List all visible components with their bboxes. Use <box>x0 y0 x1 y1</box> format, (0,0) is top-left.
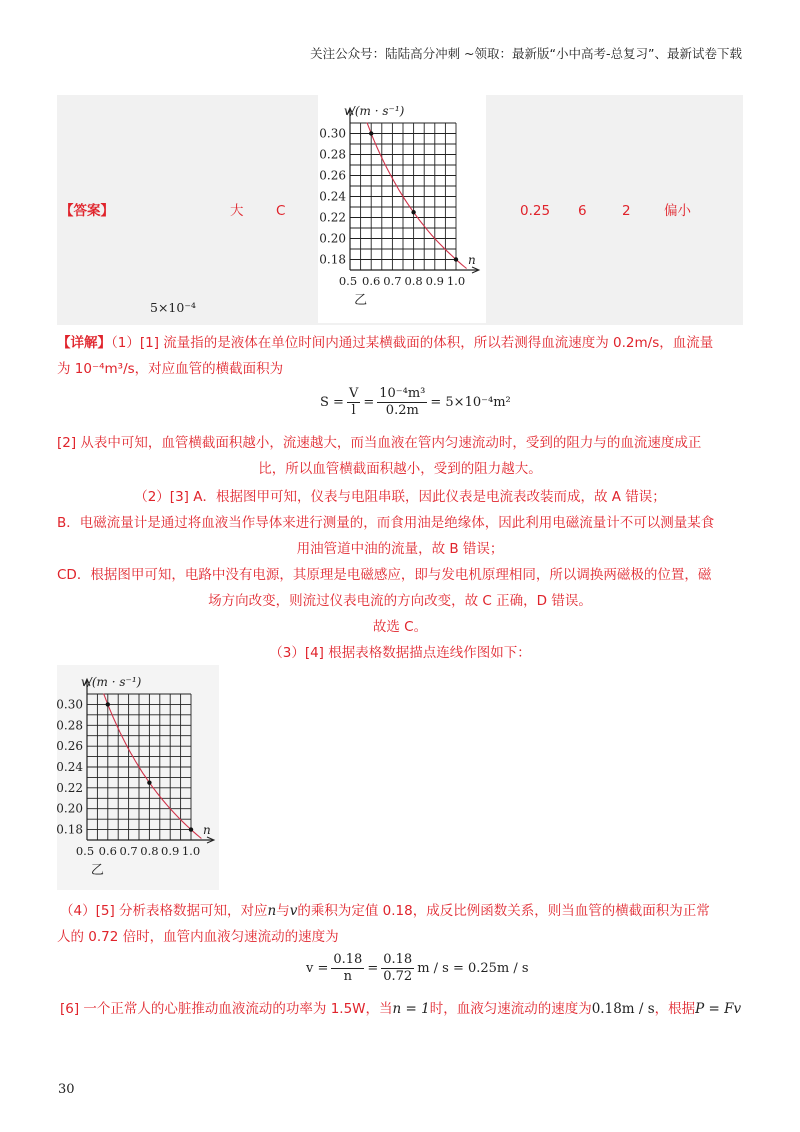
y-tick-label: 0.22 <box>57 780 83 795</box>
answer-6: 偏小 <box>664 203 691 219</box>
data-point <box>189 827 193 831</box>
y-tick-label: 0.26 <box>57 739 83 754</box>
equation-1: S = $\frac{V}{l}$ = $\frac{\text{10⁻⁴m³}}{0.2m}$ = 5×10⁻⁴m² <box>320 386 511 418</box>
detail-label: 【详解】 <box>57 335 111 351</box>
y-tick-label: 0.20 <box>319 231 346 246</box>
y-tick-label: 0.30 <box>319 126 346 141</box>
p9-math-3: P = Fv <box>695 1001 742 1017</box>
x-tick-label: 1.0 <box>181 844 201 858</box>
p9-text-1: [6] 一个正常人的心脏推动血液流动的功率为 1.5W，当 <box>60 1001 393 1017</box>
y-tick-label: 0.24 <box>319 189 346 204</box>
detail-p3: （2）[3] A．根据图甲可知，仪表与电阻串联，因此仪表是电流表改装而成，故 A 错误； <box>134 489 666 505</box>
eq2-rhs: m / s = 0.25m / s <box>417 961 529 976</box>
x-tick-label: 0.6 <box>362 274 381 288</box>
detail-p5b: 场方向改变，则流过仪表电流的方向改变，故 C 正确，D 错误。 <box>208 593 592 609</box>
detail-p2b: 比，所以血管横截面积越小，受到的阻力越大。 <box>258 461 542 477</box>
eq1-rhs: = 5×10⁻⁴m² <box>430 395 511 410</box>
x-axis-label: n <box>468 253 476 267</box>
data-point <box>411 210 415 214</box>
detail-p1b: 为 10⁻⁴m³/s，对应血管的横截面积为 <box>57 361 284 377</box>
eq1-f1-den: l <box>351 403 356 418</box>
chart-2-svg <box>57 665 219 890</box>
data-point <box>369 131 373 135</box>
detail-p9 <box>60 996 741 1022</box>
answer-5: 2 <box>622 203 631 219</box>
p9-math-2: 0.18m / s <box>591 1001 655 1017</box>
detail-p8a <box>60 898 710 924</box>
y-tick-label: 0.18 <box>319 252 346 267</box>
answer-7: 5×10⁻⁴ <box>150 300 196 315</box>
eq2-f1-den: n <box>343 969 353 984</box>
data-point <box>106 702 110 706</box>
x-tick-label: 0.9 <box>425 274 444 288</box>
detail-p7: （3）[4] 根据表格数据描点连线作图如下： <box>269 645 531 661</box>
x-tick-label: 0.5 <box>338 274 358 288</box>
p9-text-2: 时，血液匀速流动的速度为 <box>429 1001 592 1017</box>
page-header: 关注公众号：陆陆高分冲刺 ~领取：最新版“小中高考-总复习”、最新试卷下载 <box>310 46 742 61</box>
chart-title: 乙 <box>90 863 104 878</box>
eq2-f2-den: 0.72 <box>383 969 413 984</box>
equation-2: v = $\frac{0.18}{n}$ = $\frac{0.18}{0.72}$ m / s = 0.25m / s <box>306 952 529 984</box>
p8a-text-3: 的乘积为定值 0.18，成反比例函数关系，则当血管的横截面积为正常 <box>297 903 710 919</box>
chart-2 <box>57 665 219 890</box>
x-tick-label: 0.9 <box>161 844 180 858</box>
chart-1 <box>318 95 486 323</box>
detail-p1a: （1）[1] 流量指的是液体在单位时间内通过某横截面的体积，所以若测得血流速度为 0.2m/s，血流量 <box>111 335 714 351</box>
x-tick-label: 0.7 <box>119 844 138 858</box>
eq1-f2-num: 10⁻⁴m³ <box>379 386 426 401</box>
y-tick-label: 0.30 <box>57 697 83 712</box>
detail-p6: 故选 C。 <box>372 619 428 635</box>
x-tick-label: 0.8 <box>140 844 159 858</box>
x-tick-label: 1.0 <box>446 274 466 288</box>
y-tick-label: 0.18 <box>57 822 83 837</box>
eq2-f1-num: 0.18 <box>333 952 363 967</box>
detail-p4a: B．电磁流量计是通过将血液当作导体来进行测量的，而食用油是绝缘体，因此利用电磁流量计不可以测量某食 <box>57 515 715 531</box>
eq2-f2-num: 0.18 <box>383 952 413 967</box>
p8a-text-2: 与 <box>276 903 290 919</box>
p8a-n: n <box>267 903 277 919</box>
x-tick-label: 0.5 <box>75 844 95 858</box>
answer-2: C <box>276 203 286 219</box>
eq1-f1-num: V <box>348 386 359 401</box>
p9-math-1: n = 1 <box>392 1001 430 1017</box>
y-tick-label: 0.28 <box>57 718 83 733</box>
y-axis-label: v/(m · s⁻¹) <box>344 104 405 118</box>
answer-1: 大 <box>230 203 244 219</box>
answer-4: 6 <box>578 203 587 219</box>
y-axis-label: v/(m · s⁻¹) <box>81 675 142 689</box>
detail-line-1 <box>57 330 713 356</box>
y-tick-label: 0.24 <box>57 760 83 774</box>
data-point <box>147 780 151 784</box>
y-tick-label: 0.20 <box>57 801 83 816</box>
chart-title: 乙 <box>354 293 368 308</box>
x-tick-label: 0.7 <box>383 274 402 288</box>
y-tick-label: 0.28 <box>319 147 346 162</box>
detail-p2a: [2] 从表中可知，血管横截面积越小，流速越大，而当血液在管内匀速流动时，受到的阻力与的血流速度成正 <box>57 435 702 451</box>
data-point <box>454 257 458 261</box>
detail-p8b: 人的 0.72 倍时，血管内血液匀速流动的速度为 <box>57 929 339 945</box>
answer-label: 【答案】 <box>60 203 114 219</box>
page-number: 30 <box>58 1082 75 1097</box>
y-tick-label: 0.26 <box>319 168 346 183</box>
eq1-f2-den: 0.2m <box>385 403 419 418</box>
eq1-lhs: S = <box>320 395 344 410</box>
detail-p4b: 用油管道中油的流量，故 B 错误； <box>296 541 504 557</box>
p8a-text-1: （4）[5] 分析表格数据可知，对应 <box>60 903 268 919</box>
eq2-lhs: v = <box>306 961 329 976</box>
detail-p5a: CD．根据图甲可知，电路中没有电源，其原理是电磁感应，即与发电机原理相同，所以调换两磁极的位置，磁 <box>57 567 712 583</box>
answer-3: 0.25 <box>520 203 551 219</box>
p9-text-3: ，根据 <box>654 1001 696 1017</box>
p8a-v: v <box>289 903 298 919</box>
x-axis-label: n <box>203 823 211 837</box>
y-tick-label: 0.22 <box>319 210 346 225</box>
x-tick-label: 0.8 <box>404 274 423 288</box>
chart-1-svg <box>318 95 486 323</box>
x-tick-label: 0.6 <box>98 844 117 858</box>
